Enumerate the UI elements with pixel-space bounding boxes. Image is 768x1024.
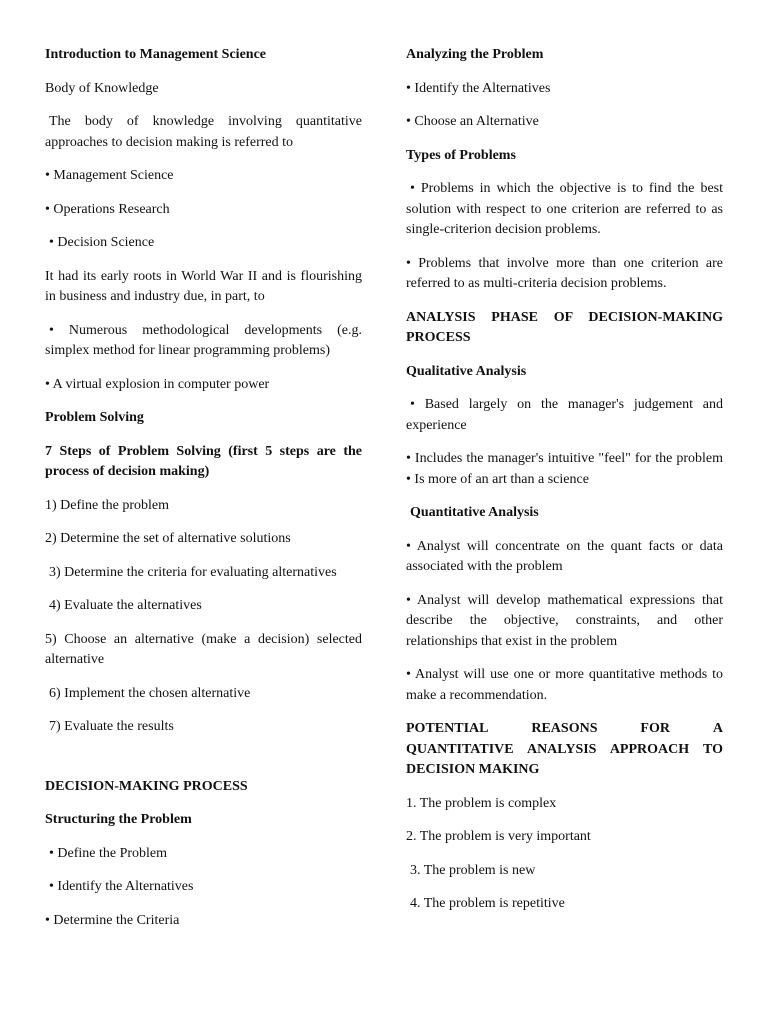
step-item: 5) Choose an alternative (make a decision) selected alternative	[45, 631, 362, 667]
reasons-heading-word: REASONS	[531, 721, 598, 736]
structuring-item: • Define the Problem	[49, 845, 168, 861]
quantitative-item: • Analyst will concentrate on the quant facts or data associated with the problem	[406, 538, 723, 574]
reason-item: 2. The problem is very important	[406, 829, 591, 844]
analyzing-item: • Identify the Alternatives	[406, 80, 551, 96]
bok-paragraph: The body of knowledge involving quantitative approaches to decision making is referred to	[45, 114, 362, 150]
bok-item: • Operations Research	[45, 201, 170, 217]
structuring-item: • Identify the Alternatives	[49, 879, 194, 894]
step-item: 3) Determine the criteria for evaluating alternatives	[49, 564, 337, 580]
quantitative-heading: Quantitative Analysis	[410, 505, 539, 520]
spacer	[45, 751, 362, 777]
roots-item: • A virtual explosion in computer power	[45, 376, 270, 392]
roots-item: • Numerous methodological developments (e.g. simplex method for linear programming problems)	[45, 322, 362, 358]
quantitative-item: • Analyst will use one or more quantitative methods to make a recommendation.	[406, 667, 723, 703]
reasons-heading	[406, 719, 723, 781]
reason-item: 4. The problem is repetitive	[410, 896, 565, 911]
roots-paragraph: It had its early roots in World War II and is flourishing in business and industry due, in part, to	[45, 268, 362, 304]
bok-item: • Decision Science	[49, 235, 155, 250]
qualitative-heading: Qualitative Analysis	[406, 363, 527, 379]
reason-item: 1. The problem is complex	[406, 795, 557, 811]
step-item: 6) Implement the chosen alternative	[49, 685, 251, 701]
bok-item: • Management Science	[45, 168, 174, 183]
step-item: 7) Evaluate the results	[49, 719, 174, 734]
types-item: • Problems that involve more than one criterion are referred to as multi-criteria decision problems.	[406, 255, 723, 291]
step-item: 2) Determine the set of alternative solutions	[45, 531, 291, 546]
steps-heading: 7 Steps of Problem Solving (first 5 steps are the process of decision making)	[45, 443, 362, 479]
structuring-heading: Structuring the Problem	[45, 812, 192, 827]
decision-making-process-heading: DECISION-MAKING PROCESS	[45, 778, 248, 794]
types-heading: Types of Problems	[406, 147, 516, 163]
document-title: Introduction to Management Science	[45, 47, 266, 62]
left-column	[45, 45, 362, 944]
reasons-heading-word: FOR	[640, 721, 670, 736]
reasons-heading-line	[406, 719, 723, 740]
step-item: 4) Evaluate the alternatives	[49, 598, 202, 613]
analysis-phase-heading: ANALYSIS PHASE OF DECISION-MAKING PROCESS	[406, 309, 723, 345]
body-of-knowledge-label: Body of Knowledge	[45, 80, 159, 96]
types-item: • Problems in which the objective is to find the best solution with respect to one criterion are referred to as single-criterion decision problems.	[406, 181, 723, 237]
right-column	[406, 45, 723, 928]
structuring-item: • Determine the Criteria	[45, 912, 180, 928]
quantitative-item: • Analyst will develop mathematical expressions that describe the objective, constraints, and other relationships that exist in the problem	[406, 592, 723, 649]
analyzing-item: • Choose an Alternative	[406, 114, 539, 129]
reason-item: 3. The problem is new	[410, 862, 536, 878]
reasons-heading-word: A	[712, 721, 723, 736]
reasons-heading-rest: QUANTITATIVE ANALYSIS APPROACH TO DECISION MAKING	[406, 741, 723, 777]
analyzing-heading: Analyzing the Problem	[406, 47, 544, 62]
problem-solving-heading: Problem Solving	[45, 410, 144, 425]
qualitative-item: • Includes the manager's intuitive "feel" for the problem • Is more of an art than a science	[406, 451, 723, 487]
reasons-heading-word: POTENTIAL	[406, 721, 489, 736]
step-item: 1) Define the problem	[45, 497, 170, 513]
qualitative-item: • Based largely on the manager's judgement and experience	[406, 397, 723, 433]
